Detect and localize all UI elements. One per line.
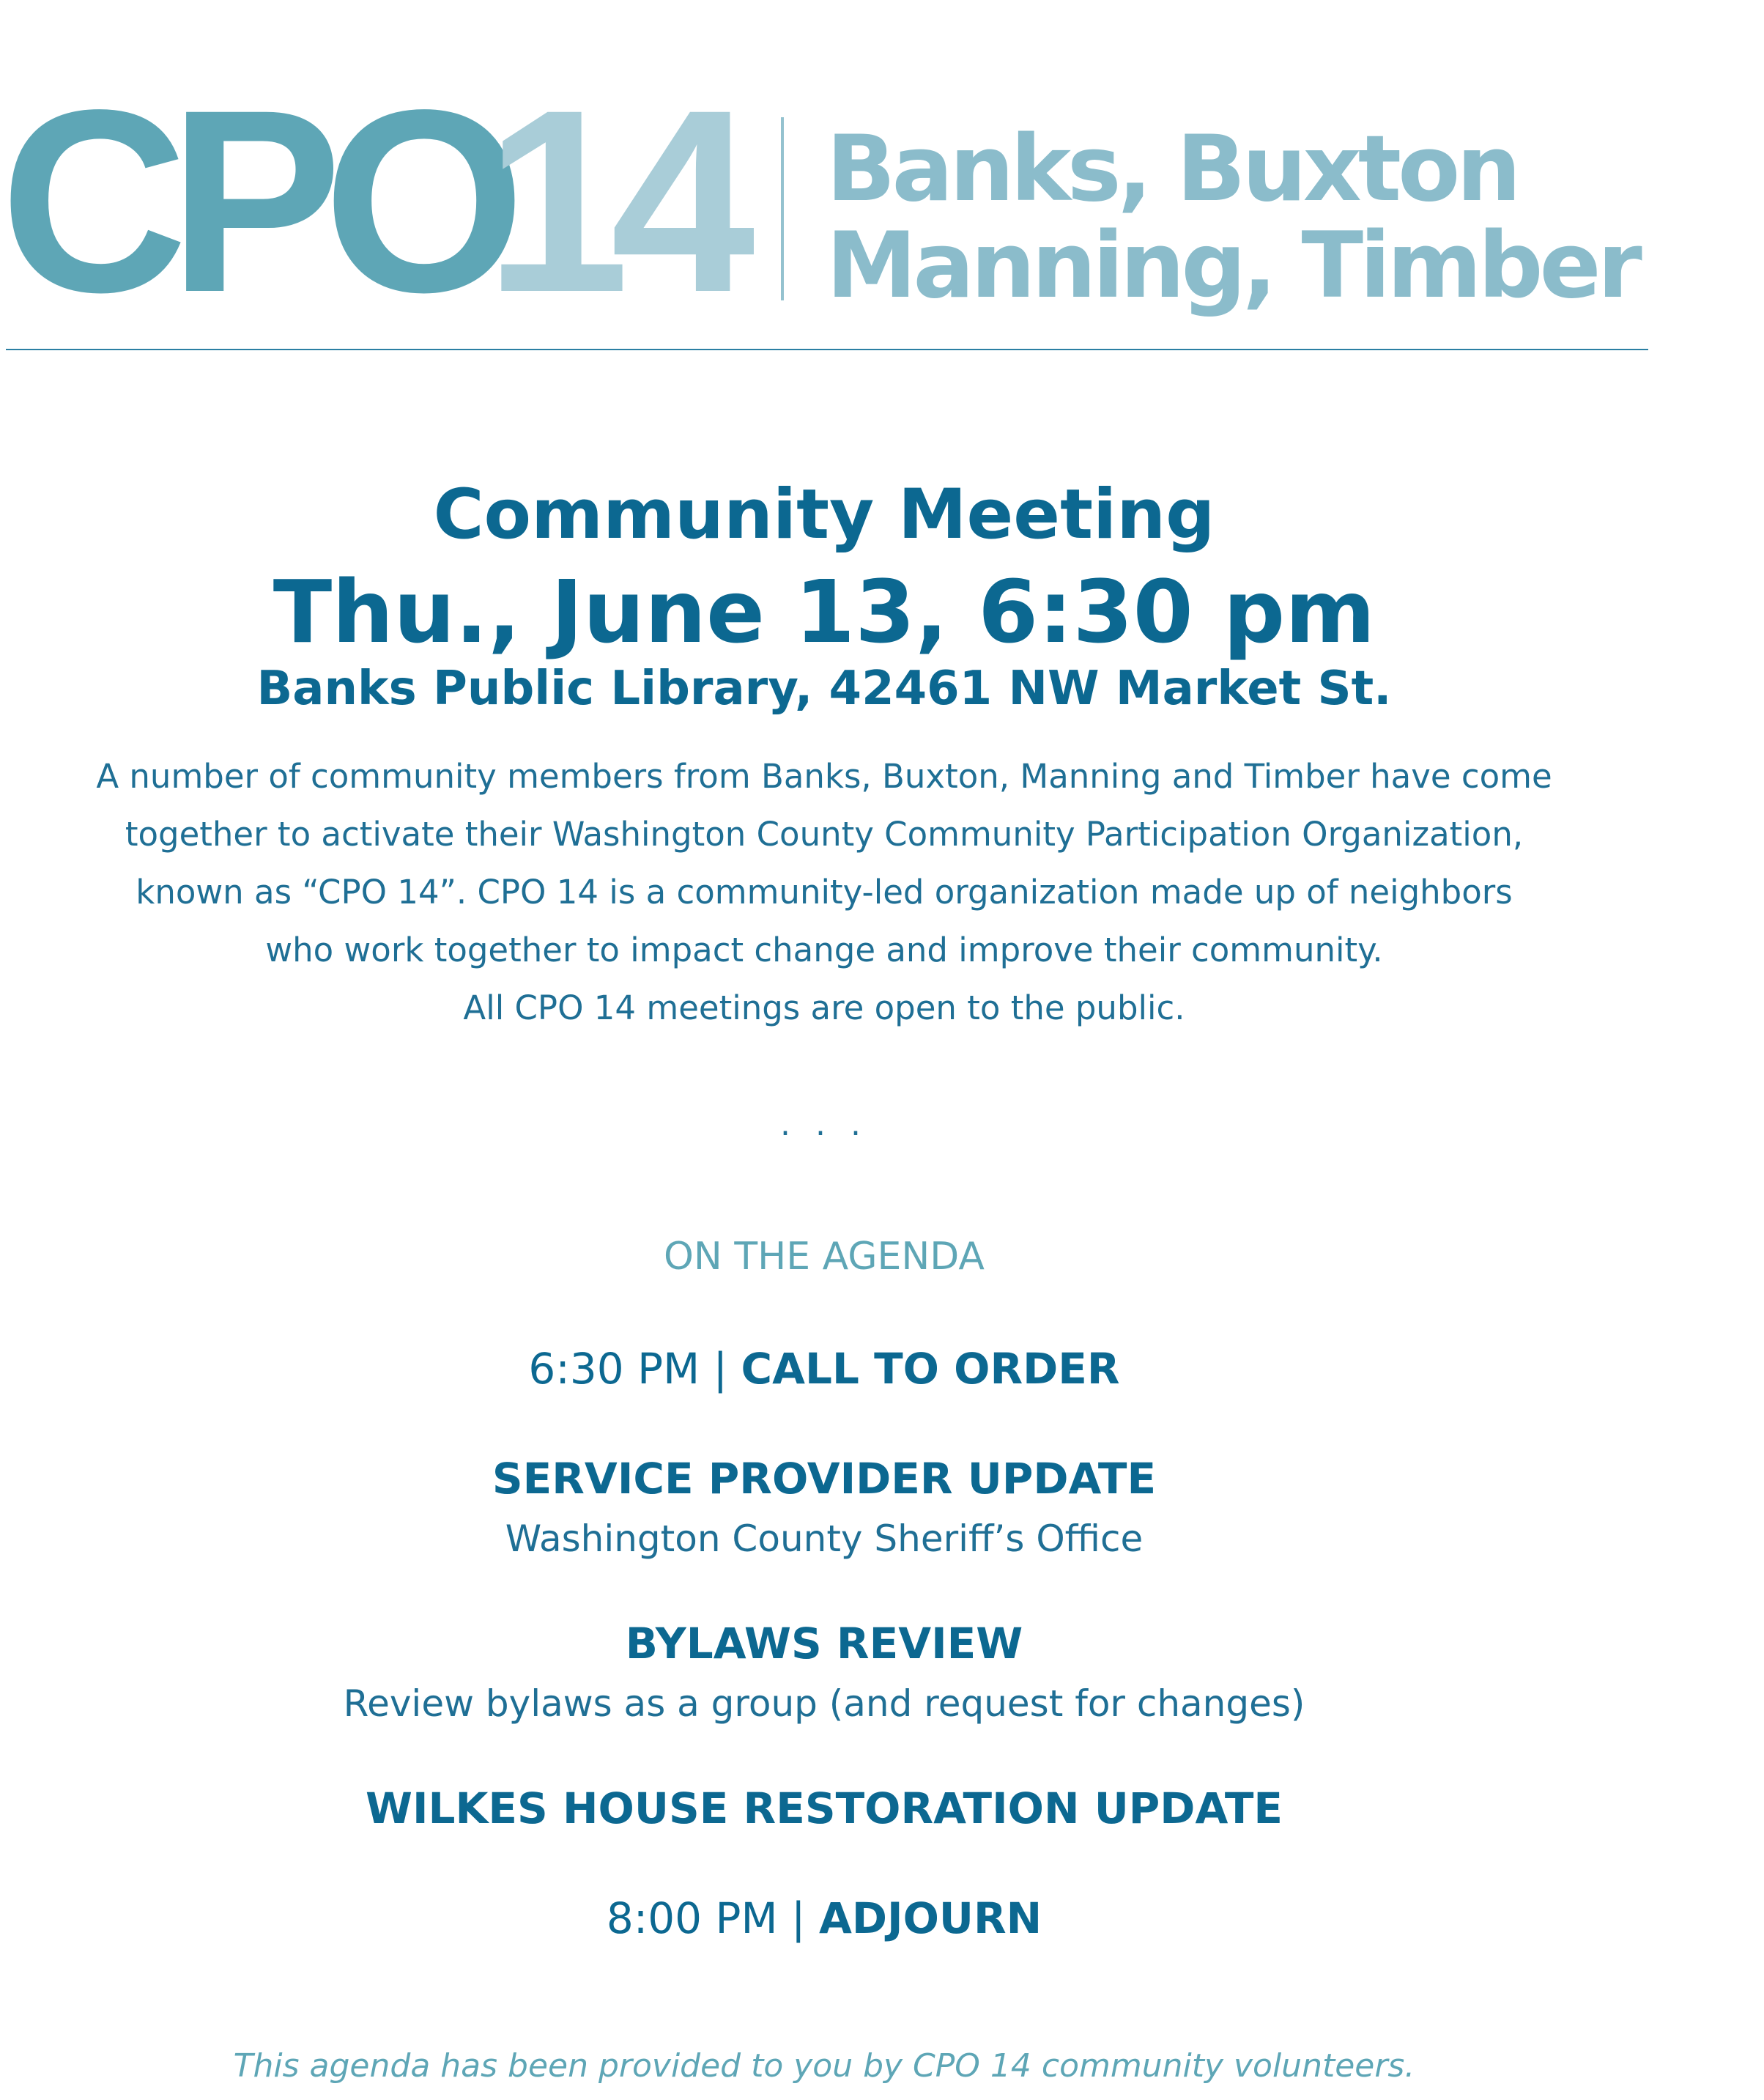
logo-number-text: 14 — [485, 56, 736, 347]
logo-vertical-divider — [781, 117, 784, 300]
section-divider-dots: . . . — [780, 1106, 868, 1143]
meeting-datetime: Thu., June 13, 6:30 pm — [273, 561, 1376, 662]
agenda-item-title: ADJOURN — [818, 1893, 1042, 1943]
logo-places — [826, 117, 1639, 319]
logo-places-line-2: Manning, Timber — [826, 213, 1639, 319]
agenda-item-title: WILKES HOUSE RESTORATION UPDATE — [365, 1783, 1283, 1833]
agenda-item-time: 6:30 PM | — [528, 1344, 741, 1394]
footer-note: This agenda has been provided to you by CPO 14 community volunteers. — [233, 2047, 1415, 2085]
cpo14-logo — [0, 56, 1648, 347]
agenda-item-title: BYLAWS REVIEW — [625, 1619, 1023, 1668]
agenda-item-title: SERVICE PROVIDER UPDATE — [492, 1454, 1157, 1504]
agenda-item-service-provider-update — [0, 1451, 1648, 1506]
intro-line: who work together to impact change and improve their community. — [265, 931, 1383, 969]
agenda-item-adjourn — [0, 1890, 1648, 1946]
logo-cpo-text: CPO — [0, 56, 507, 347]
agenda-item-title: CALL TO ORDER — [741, 1344, 1120, 1394]
logo-places-line-1: Banks, Buxton — [826, 117, 1518, 222]
agenda-item-call-to-order — [0, 1341, 1648, 1397]
meeting-location: Banks Public Library, 42461 NW Market St. — [256, 662, 1392, 716]
agenda-item-wilkes-house — [0, 1781, 1648, 1836]
intro-paragraph — [0, 747, 1648, 1037]
agenda-heading: ON THE AGENDA — [663, 1235, 985, 1279]
intro-line: together to activate their Washington County Community Participation Organization, — [125, 815, 1524, 854]
agenda-item-bylaws-review — [0, 1616, 1648, 1671]
agenda-item-subtitle: Washington County Sheriff’s Office — [505, 1517, 1144, 1560]
header-divider — [6, 349, 1648, 350]
agenda-item-time: 8:00 PM | — [606, 1893, 819, 1943]
intro-line: A number of community members from Banks, Buxton, Manning and Timber have come — [96, 757, 1552, 796]
intro-line: known as “CPO 14”. CPO 14 is a community-led organization made up of neighbors — [136, 873, 1513, 912]
agenda-item-subtitle: Review bylaws as a group (and request for changes) — [343, 1682, 1305, 1725]
meeting-title: Community Meeting — [433, 475, 1215, 555]
intro-line: All CPO 14 meetings are open to the public. — [463, 988, 1185, 1027]
